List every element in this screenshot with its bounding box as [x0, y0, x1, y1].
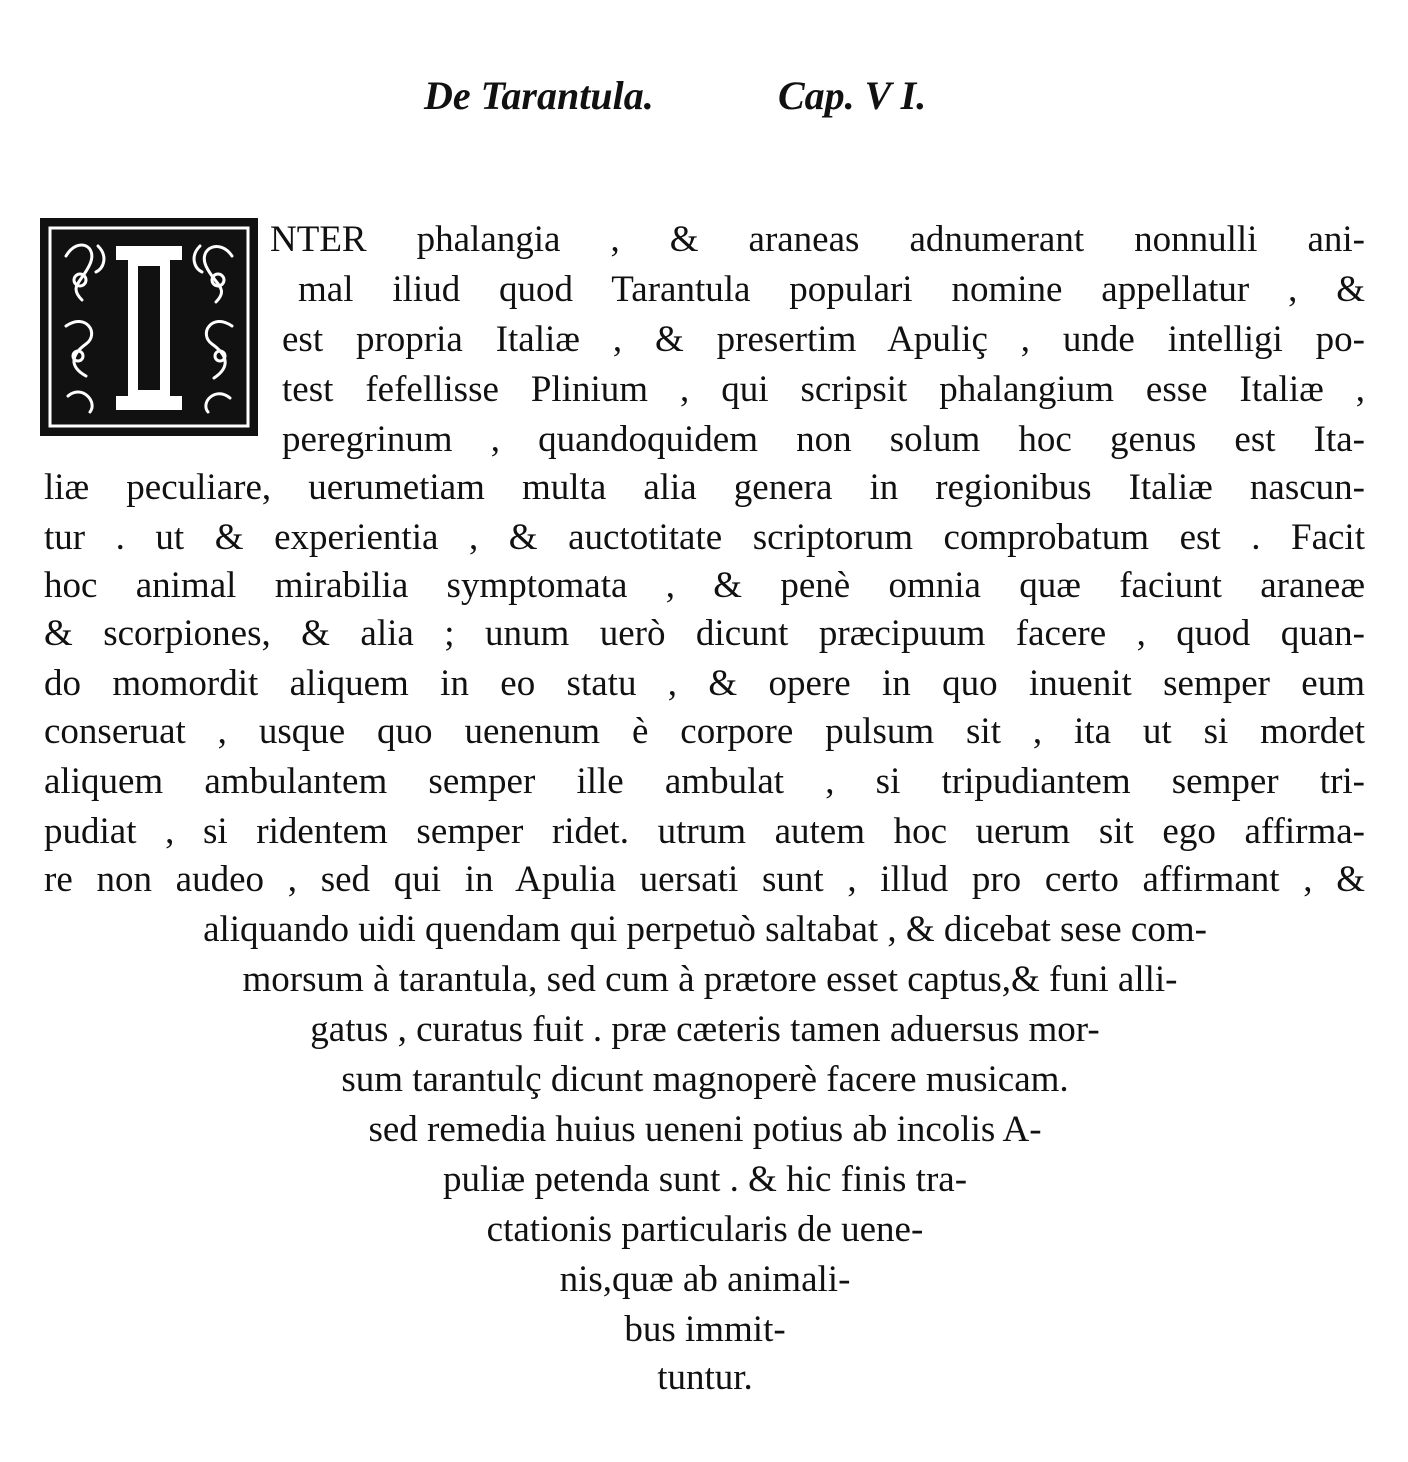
text-line-6: liæ peculiare, uerumetiam multa alia genera in regionibus Italiæ nascun-	[44, 467, 1365, 508]
text-line-22: nis,quæ ab animali-	[559, 1259, 851, 1300]
text-line-11: conseruat , usque quo uenenum è corpore pulsum sit , ita ut si mordet	[44, 711, 1365, 752]
text-line-24: tuntur.	[657, 1357, 753, 1398]
chapter-number: Cap. V I.	[778, 73, 927, 118]
decorated-initial-I-icon	[38, 216, 260, 438]
text-line-13: pudiat , si ridentem semper ridet. utrum autem hoc uerum sit ego affirma-	[44, 811, 1365, 852]
text-line-18: sum tarantulç dicunt magnoperè facere musicam.	[341, 1059, 1069, 1100]
text-line-2: mal iliud quod Tarantula populari nomine appellatur , &	[298, 269, 1365, 310]
text-line-20: puliæ petenda sunt . & hic finis tra-	[442, 1159, 968, 1200]
text-line-7: tur . ut & experientia , & auctotitate scriptorum comprobatum est . Facit	[44, 517, 1365, 558]
text-line-19: sed remedia huius ueneni potius ab incolis A-	[368, 1109, 1042, 1150]
running-title: De Tarantula.	[424, 73, 654, 118]
text-line-15: aliquando uidi quendam qui perpetuò saltabat , & dicebat sese com-	[203, 909, 1207, 950]
text-line-1: NTER phalangia , & araneas adnumerant nonnulli ani-	[270, 219, 1365, 260]
text-line-9: & scorpiones, & alia ; unum uerò dicunt præcipuum facere , quod quan-	[44, 613, 1365, 654]
text-line-23: bus immit-	[624, 1309, 786, 1350]
text-line-12: aliquem ambulantem semper ille ambulat , si tripudiantem semper tri-	[44, 761, 1365, 802]
running-header	[0, 68, 1408, 128]
text-line-4: test fefellisse Plinium , qui scripsit phalangium esse Italiæ ,	[282, 369, 1365, 410]
text-line-3: est propria Italiæ , & presertim Apuliç , unde intelligi po-	[282, 319, 1365, 360]
text-line-14: re non audeo , sed qui in Apulia uersati sunt , illud pro certo affirmant , &	[44, 859, 1365, 900]
text-line-17: gatus , curatus fuit . præ cæteris tamen aduersus mor-	[310, 1009, 1100, 1050]
text-line-8: hoc animal mirabilia symptomata , & penè omnia quæ faciunt araneæ	[44, 565, 1365, 606]
text-line-16: morsum à tarantula, sed cum à prætore esset captus,& funi alli-	[242, 959, 1178, 1000]
text-line-5: peregrinum , quandoquidem non solum hoc genus est Ita-	[282, 419, 1365, 460]
text-line-21: ctationis particularis de uene-	[486, 1209, 924, 1250]
text-line-10: do momordit aliquem in eo statu , & opere in quo inuenit semper eum	[44, 663, 1365, 704]
